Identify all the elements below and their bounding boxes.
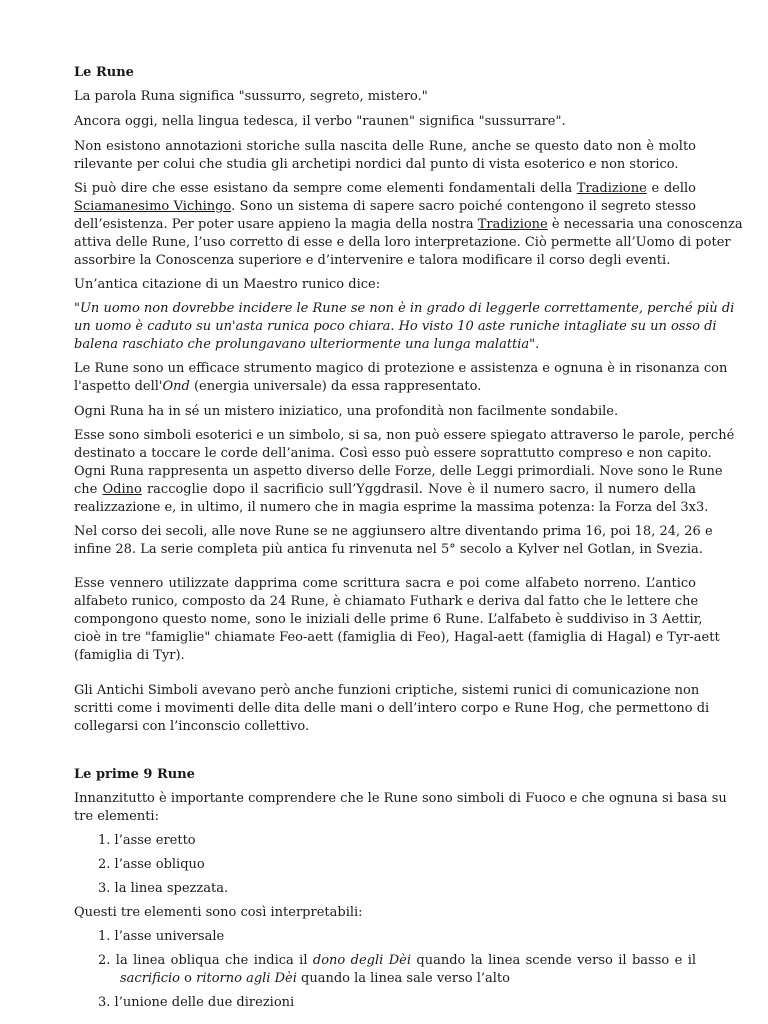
text: Si può dire che esse esistano da sempre come elementi fondamentali della	[74, 181, 577, 196]
list-item	[98, 952, 696, 970]
text: che	[74, 482, 103, 497]
link-tradizione-2[interactable]: Tradizione	[477, 217, 548, 232]
paragraph-line: Nel corso dei secoli, alle nove Rune se ne aggiunsero altre diventando prima 16, poi 18, 24, 26 e	[74, 524, 713, 539]
paragraph-line: Esse vennero utilizzate dapprima come scrittura sacra e poi come alfabeto norreno. L’antico	[74, 576, 696, 591]
paragraph-line: cioè in tre "famiglie" chiamate Feo-aett (famiglia di Feo), Hagal-aett (famiglia di Hagal) e Tyr-aett	[74, 630, 720, 645]
paragraph-line: scritti come i movimenti delle dita delle mani o dell’intero corpo e Rune Hog, che permettono di	[74, 701, 710, 716]
paragraph-line: realizzazione e, in ultimo, il numero che in magia esprime la massima potenza: la Forza del 3x3.	[74, 500, 709, 515]
quote-line: un uomo è caduto su un'asta runica poco chiara. Ho visto 10 aste runiche intagliate su un osso di	[74, 319, 717, 334]
text: è necessaria una conoscenza	[547, 217, 743, 232]
list-item: 3. la linea spezzata.	[98, 881, 229, 896]
text-italic: sacrificio	[120, 971, 181, 986]
paragraph-line: alfabeto runico, composto da 24 Rune, è chiamato Futhark e deriva dal fatto che le lettere che	[74, 594, 699, 609]
paragraph-line	[74, 481, 696, 499]
paragraph-line: attiva delle Rune, l’uso corretto di esse e della loro interpretazione. Ciò permette all’Uomo di poter	[74, 235, 731, 250]
paragraph-line: infine 28. La serie completa più antica fu rinvenuta nel 5° secolo a Kylver nel Gotlan, in Svezia.	[74, 542, 703, 557]
text: (energia universale) da essa rappresentato.	[189, 379, 482, 394]
paragraph-line	[74, 180, 696, 198]
paragraph-line: Gli Antichi Simboli avevano però anche funzioni criptiche, sistemi runici di comunicazione non	[74, 683, 700, 698]
paragraph-line: destinato a toccare le corde dell’anima. Così esso può essere soprattutto compreso e non capito.	[74, 446, 712, 461]
quote-line: balena raschiato che prolungavano ulteriormente una lunga malattia".	[74, 337, 540, 352]
paragraph: Questi tre elementi sono così interpretabili:	[74, 905, 363, 920]
list-item: 3. l’unione delle due direzioni	[98, 995, 295, 1010]
quote-line: "Un uomo non dovrebbe incidere le Rune se non è in grado di leggerle correttamente, perché più di	[74, 301, 735, 316]
paragraph-line: rilevante per colui che studia gli archetipi nordici dal punto di vista esoterico e non storico.	[74, 157, 679, 172]
paragraph-line: (famiglia di Tyr).	[74, 648, 185, 663]
paragraph-line: Non esistono annotazioni storiche sulla nascita delle Rune, anche se questo dato non è molto	[74, 139, 696, 154]
list-item: 1. l’asse universale	[98, 929, 225, 944]
paragraph-line: Innanzitutto è importante comprendere che le Rune sono simboli di Fuoco e che ognuna si basa su	[74, 791, 727, 806]
link-odino[interactable]: Odino	[102, 482, 142, 497]
text: raccoglie dopo il sacrificio sull’Yggdrasil. Nove è il numero sacro, il numero della	[141, 482, 696, 497]
text: 2. la linea obliqua che indica il	[98, 953, 313, 968]
paragraph: Ancora oggi, nella lingua tedesca, il verbo "raunen" significa "sussurrare".	[74, 114, 566, 129]
text: l'aspetto dell'	[74, 379, 163, 394]
paragraph: Un’antica citazione di un Maestro runico dice:	[74, 277, 381, 292]
list-item: 1. l’asse eretto	[98, 833, 196, 848]
text: . Sono un sistema di sapere sacro poiché contengono il segreto stesso	[231, 199, 696, 214]
paragraph-line: compongono questo nome, sono le iniziali delle prime 6 Rune. L’alfabeto è suddiviso in 3 Aettir,	[74, 612, 703, 627]
paragraph-line: collegarsi con l’inconscio collettivo.	[74, 719, 310, 734]
text: quando la linea scende verso il basso e il	[411, 953, 697, 968]
paragraph-line: tre elementi:	[74, 809, 159, 824]
link-sciamanesimo-vichingo[interactable]: Sciamanesimo Vichingo	[74, 199, 232, 214]
heading-le-prime-9-rune: Le prime 9 Rune	[74, 767, 195, 782]
text-italic: ritorno agli Dèi	[196, 971, 297, 986]
text-italic: dono degli Dèi	[312, 953, 411, 968]
paragraph-line	[74, 198, 696, 216]
paragraph-line	[74, 216, 743, 234]
text: quando la linea sale verso l’alto	[296, 971, 510, 986]
paragraph-line	[74, 378, 696, 396]
link-tradizione[interactable]: Tradizione	[576, 181, 647, 196]
text-italic: Ond	[162, 379, 190, 394]
text: e dello	[646, 181, 696, 196]
paragraph: La parola Runa significa "sussurro, segreto, mistero."	[74, 89, 428, 104]
paragraph: Ogni Runa ha in sé un mistero iniziatico, una profondità non facilmente sondabile.	[74, 404, 619, 419]
paragraph-line: Le Rune sono un efficace strumento magico di protezione e assistenza e ognuna è in risonanza con	[74, 361, 728, 376]
paragraph-line: Esse sono simboli esoterici e un simbolo, si sa, non può essere spiegato attraverso le parole, perché	[74, 428, 735, 443]
list-item: 2. l’asse obliquo	[98, 857, 205, 872]
paragraph-line: Ogni Runa rappresenta un aspetto diverso delle Forze, delle Leggi primordiali. Nove sono le Rune	[74, 464, 723, 479]
list-item-continuation	[120, 970, 696, 988]
text: dell’esistenza. Per poter usare appieno la magia della nostra	[74, 217, 478, 232]
text: o	[180, 971, 197, 986]
paragraph-line: assorbire la Conoscenza superiore e d’intervenire e talora modificare il corso degli eventi.	[74, 253, 671, 268]
heading-le-rune: Le Rune	[74, 65, 134, 80]
